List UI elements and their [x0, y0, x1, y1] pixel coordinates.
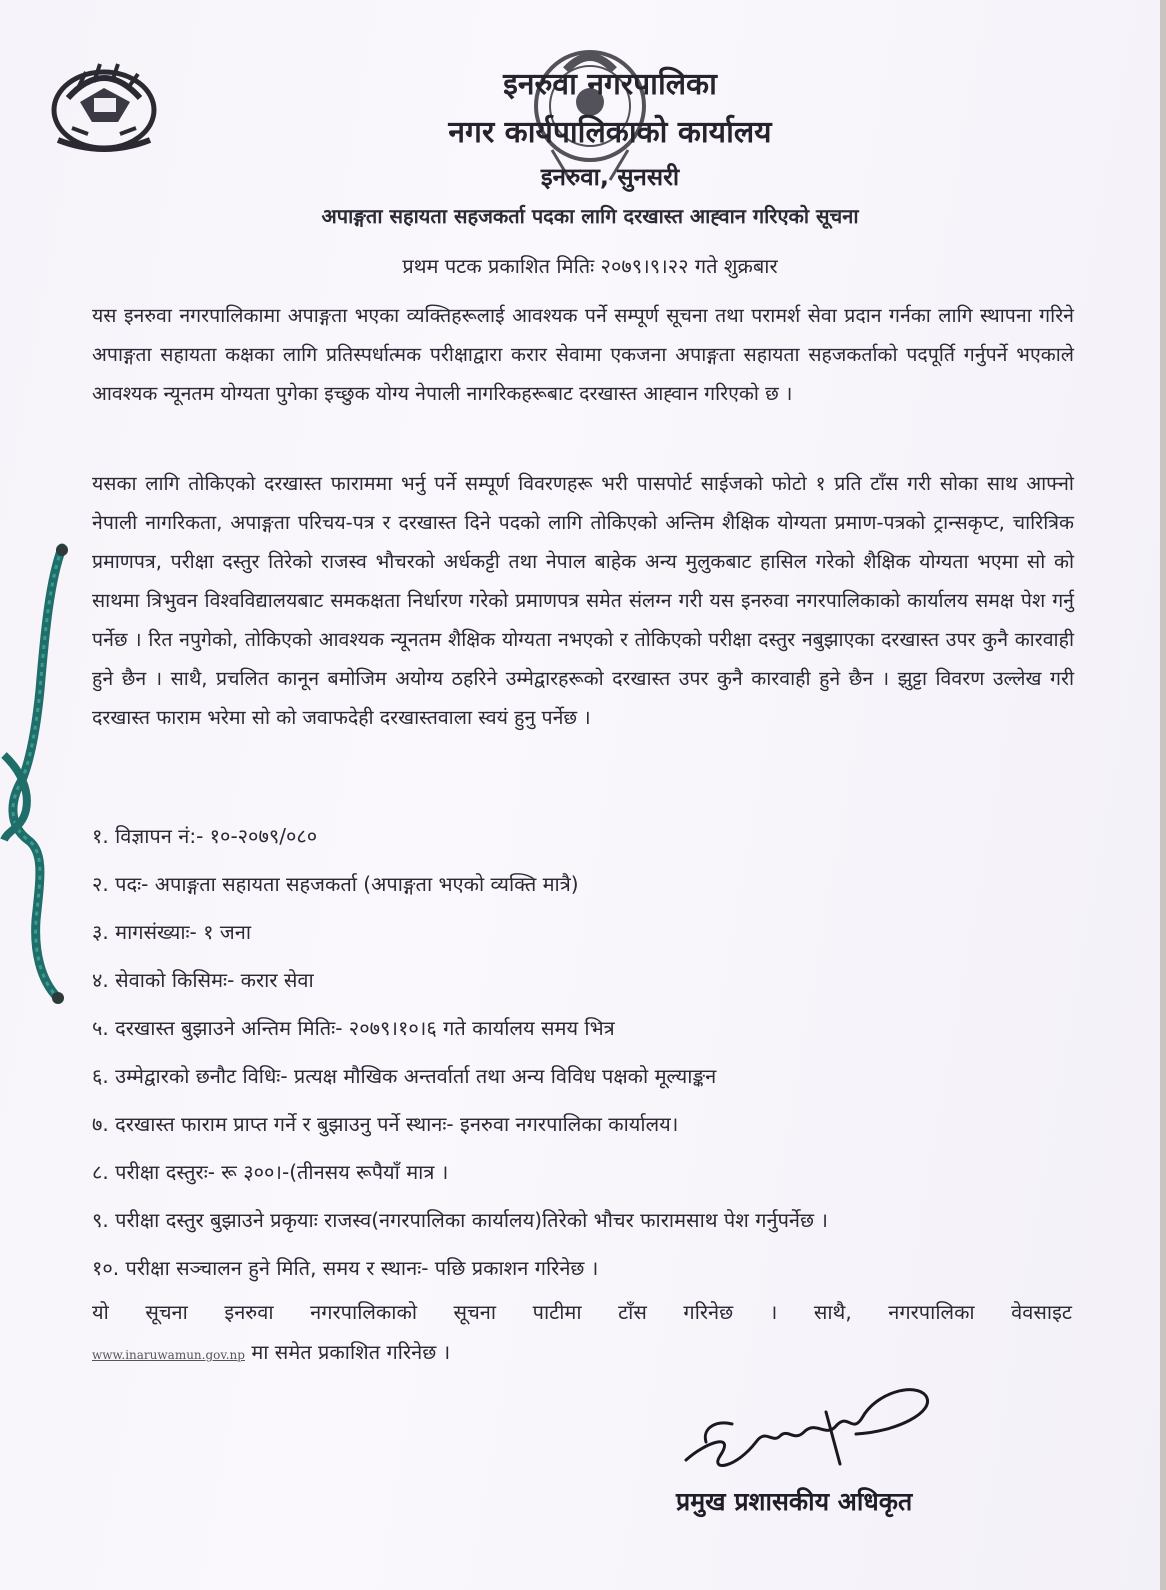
- notice-title: अपाङ्गता सहायता सहजकर्ता पदका लागि दरखास्त आह्‍वान गरिएको सूचना: [321, 204, 859, 228]
- intro-paragraph: यस इनरुवा नगरपालिकामा अपाङ्गता भएका व्यक्तिहरूलाई आवश्यक पर्ने सम्पूर्ण सूचना तथा परामर्श सेवा प्रदान गर्नका लागि स्थापना गरिने अपाङ्गता सहायता कक्षका लागि प्रतिस्पर्धात्मक परीक्षाद्वारा करार सेवामा एकजना अपाङ्गता सहायता सहजकर्ताको पदपूर्ति गर्नुपर्ने भएकाले आवश्यक न्यूनतम योग्यता पुगेका इच्छुक योग्य नेपाली नागरिकहरूबाट दरखास्त आह्‍वान गरिएको छ ।: [92, 304, 1074, 405]
- requirements-paragraph: यसका लागि तोकिएको दरखास्त फाराममा भर्नु पर्ने सम्पूर्ण विवरणहरू भरी पासपोर्ट साईजको फोटो १ प्रति टाँस गरी सोका साथ आफ्नो नेपाली नागरिकता, अपाङ्गता परिचय-पत्र र दरखास्त दिने पदको लागि तोकिएको अन्तिम शैक्षिक योग्यता प्रमाण-पत्रको ट्रान्सकृप्ट, चारित्रिक प्रमाणपत्र, परीक्षा दस्तुर तिरेको राजस्व भौचरको अर्धकट्टी तथा नेपाल बाहेक अन्य मुलुकबाट हासिल गरेको शैक्षिक योग्यता भएमा सो को साथमा त्रिभुवन विश्वविद्यालयबाट समकक्षता निर्धारण गरेको प्रमाणपत्र समेत संलग्न गरी यस इनरुवा नगरपालिकाको कार्यालय समक्ष पेश गर्नु पर्नेछ । रित नपुगेको, तोकिएको आवश्यक न्यूनतम शैक्षिक योग्यता नभएको र तोकिएको परीक्षा दस्तुर नबुझाएका दरखास्त उपर कुनै कारवाही हुने छैन । साथै, प्रचलित कानून बमोजिम अयोग्य ठहरिने उम्मेद्वारहरूको दरखास्त उपर कुनै कारवाही हुने छैन । झुट्टा विवरण उल्लेख गरी दरखास्त फाराम भरेमा सो को जवाफदेही दरखास्तवाला स्वयं हुनु पर्नेछ ।: [92, 472, 1074, 729]
- list-item: ९. परीक्षा दस्तुर बुझाउने प्रकृयाः राजस्व(नगरपालिका कार्यालय)तिरेको भौचर फारामसाथ पेश गर्नुपर्नेछ ।: [92, 1208, 828, 1232]
- binding-string: [0, 540, 70, 1010]
- list-item: १. विज्ञापन नं:- १०-२०७९/०८०: [92, 824, 318, 848]
- list-item: २. पदः- अपाङ्गता सहायता सहजकर्ता (अपाङ्गता भएको व्यक्ति मात्रै): [92, 872, 579, 896]
- website-link[interactable]: www.inaruwamun.gov.np: [92, 1348, 245, 1362]
- office-name: नगर कार्यपालिकाको कार्यालय: [448, 115, 772, 150]
- notice-details-list: [92, 812, 1072, 1292]
- list-item: ६. उम्मेद्वारको छनौट विधिः- प्रत्यक्ष मौखिक अन्तर्वार्ता तथा अन्य विविध पक्षको मूल्याङ्कन: [92, 1064, 717, 1088]
- list-item: ७. दरखास्त फाराम प्राप्त गर्ने र बुझाउनु पर्ने स्थानः- इनरुवा नगरपालिका कार्यालय।: [92, 1112, 679, 1136]
- footer-line-2: [92, 1332, 1072, 1375]
- list-item: १०. परीक्षा सञ्चालन हुने मिति, समय र स्थानः- पछि प्रकाशन गरिनेछ ।: [92, 1256, 599, 1280]
- list-item: ५. दरखास्त बुझाउने अन्तिम मितिः- २०७९।१०।६ गते कार्यालय समय भित्र: [92, 1016, 615, 1040]
- footer-note: [92, 1292, 1072, 1375]
- publication-date: प्रथम पटक प्रकाशित मितिः २०७९।९।२२ गते शुक्रबार: [402, 254, 778, 278]
- org-name: इनरुवा नगरपालिका: [503, 67, 717, 102]
- office-location: इनरुवा, सुनसरी: [540, 163, 680, 191]
- signatory-title: प्रमुख प्रशासकीय अधिकृत: [676, 1487, 913, 1516]
- list-item: ४. सेवाको किसिमः- करार सेवा: [92, 968, 314, 992]
- list-item: ३. मागसंख्याः- १ जना: [92, 920, 252, 944]
- list-item: ८. परीक्षा दस्तुरः- रू ३००।-(तीनसय रूपैयाँ मात्र ।: [92, 1160, 449, 1184]
- signature-icon: [676, 1372, 936, 1482]
- footer-line-2-text: मा समेत प्रकाशित गरिनेछ ।: [251, 1340, 451, 1364]
- footer-line-1: यो सूचना इनरुवा नगरपालिकाको सूचना पाटीमा टाँस गरिनेछ । साथै, नगरपालिका वेवसाइट: [92, 1300, 1072, 1324]
